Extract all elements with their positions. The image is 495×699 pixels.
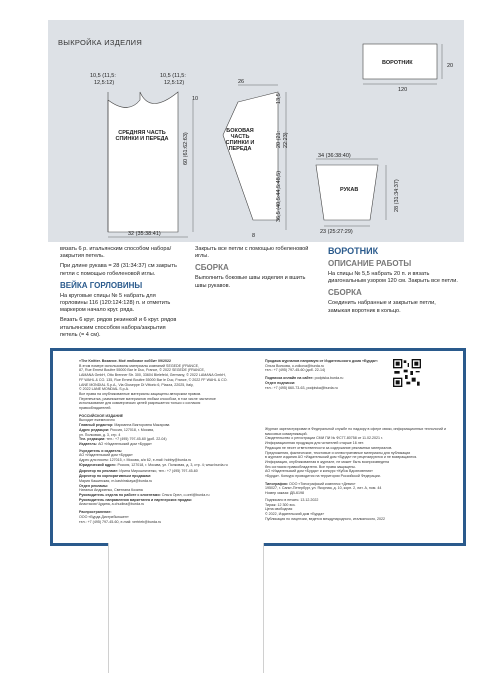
imprint-left-column xyxy=(79,359,249,524)
chief-label: Главный редактор: xyxy=(79,423,114,428)
imprint-intro-line: © 2022 LANE MONDIAL S.p.A. xyxy=(79,387,130,392)
imprint-intro-line: LANE MONDIAL S.p.A., Via Giuseppe Di Vittorio 6, Piazza, 22025, Italy, xyxy=(79,382,194,387)
side-h1-label: 13,5 xyxy=(276,93,282,104)
subscription-phone: тел.: +7 (495) 660-73-63, podpiska@burda.ru xyxy=(265,385,338,390)
imprint-period: Выходит ежемесячно xyxy=(79,418,115,423)
order-number: Номер заказа: ДВ-6198 xyxy=(265,491,304,496)
pr-label: Руководитель отдела по работе с клиентами: xyxy=(79,492,161,497)
phone-value: тел.: +7 (495) 797-45-60 (доб. 22-04) xyxy=(106,437,167,442)
col1-para-2: При длине рукава = 28 (31:34:37) см закрыть петли с помощью гобеленовой иглы. xyxy=(60,263,177,277)
col3-para-2: Соединить набранные и закрытые петли, замыкая воротник в кольцо. xyxy=(328,300,436,314)
imprint-intro-line: В этом номере использованы материалы компаний SEGEDE (FRANCE, xyxy=(79,363,200,368)
main-bottom-label: 32 (35:38:41) xyxy=(128,231,161,237)
reg-line: Предложения, фактические, текстовые и иллюстративные материалы для публикации xyxy=(265,450,411,455)
col3-heading-description: ОПИСАНИЕ РАБОТЫ xyxy=(328,259,412,268)
main-top-right-measure-2: 12,5:12) xyxy=(164,80,185,86)
sleeve-height-label: 28 (31:34:37) xyxy=(394,179,400,212)
subscription-dept: Отдел подписки: xyxy=(265,380,296,385)
address-value-2: ул. Полковая, д. 3, стр. 4 xyxy=(79,432,121,437)
sleeve-bottom-label: 23 (25:27:29) xyxy=(320,229,353,235)
distrib-value: ООО «Бурда Дистрибьюшен» xyxy=(79,514,129,519)
address-label: Адрес редакции: xyxy=(79,427,110,432)
collar-height-label: 20 xyxy=(447,63,454,69)
main-height-label: 60 (61:62:63) xyxy=(183,132,189,165)
reg-line: «Бурда». Конкурс проводится на территории Российской Федерации. xyxy=(265,474,381,479)
subscription-label: Подписка онлайн на сайте: xyxy=(265,376,314,381)
col1-para-4: Вязать 6 круг. рядов резинкой и 6 круг. рядов итальянским способом набора/закрытия петель (= 4 см). xyxy=(60,317,177,338)
imprint-intro-line: Все права на опубликованные материалы защищены авторским правом. xyxy=(79,391,202,396)
publisher-value: АО «Издательский дом «Бурда» xyxy=(98,441,152,446)
founder-label: Учредитель и издатель: xyxy=(79,448,123,453)
sales-label: Отдел рекламы: xyxy=(79,483,109,488)
main-top-right-measure: 10,5 (11,5: xyxy=(160,73,186,79)
reg-line: без согласия правообладателя. Все права защищены. xyxy=(265,464,356,469)
sales-phone: тел.: +7 (495) 797-45-60 (доб. 22-14) xyxy=(265,368,326,373)
side-piece-label: БОКОВАЯ ЧАСТЬ СПИНКИ И ПЕРЕДА xyxy=(225,128,255,152)
legal-label: Юридический адрес: xyxy=(79,462,117,467)
imprint-right-top xyxy=(265,359,385,390)
side-h2-label: 20 (21: xyxy=(276,130,282,148)
reg-line: АО «Издательский дом «Бурда» и конкурс «Кубок Вдохновения» xyxy=(265,469,374,474)
copyright-1: © 2022, Издательский дом «Бурда» xyxy=(265,511,325,516)
dir-adv-value: Ирина Мирошниченко, тел.: +7 (495) 797-45-60 xyxy=(119,469,198,474)
imprint-magazine-title: «The Knitter. Вязание. Моё любимое хобби» 09/2022 xyxy=(79,359,172,363)
collar-label: ВОРОТНИК xyxy=(382,60,413,66)
distrib-label: Распространение: xyxy=(79,510,112,515)
sales-heading: Продажа журналов напрямую от Издательского дома «Бурда»: xyxy=(265,359,379,363)
print-value: ООО «Типографский комплекс «Девиз» xyxy=(288,481,356,486)
imprint-intro-line: использование для коммерческих целей разрешается только с согласия xyxy=(79,401,201,406)
reg-line: Редакция не несет ответственности за содержание рекламных материалов. xyxy=(265,445,393,450)
reg-line: Журнал зарегистрирован в Федеральной службе по надзору в сфере связи, информационных технологий и массовых коммуникаций. xyxy=(265,427,446,436)
imprint-box xyxy=(50,348,466,546)
text-column-2 xyxy=(195,246,315,293)
signed-date: Подписано в печать: 13.12.2022 xyxy=(265,497,319,502)
mk-value: Анастасия Чудина, a.chudina@burda.ru xyxy=(79,502,145,507)
blank-area xyxy=(108,543,264,673)
col2-para-1: Закрыть все петли с помощью гобеленовой иглы. xyxy=(195,246,309,260)
main-body-piece xyxy=(108,92,178,232)
reg-line: Информационная продукция для читателей старше 16 лет. xyxy=(265,441,364,446)
qr-code-icon xyxy=(393,359,421,387)
chief-value: Марианна Викторовна Макарова xyxy=(114,423,170,428)
col2-para-2: Выполнить боковые швы изделия и вшить швы рукавов. xyxy=(195,275,306,289)
side-bottom-label: 8 xyxy=(252,233,256,239)
sleeve-top-label: 34 (36:38:40) xyxy=(318,153,351,159)
col2-heading: СБОРКА xyxy=(195,263,229,273)
reg-line: Свидетельство о регистрации СМИ ПИ № ФС77-80758 от 11.02.2021 г. xyxy=(265,436,383,441)
main-top-left-measure-2: 12,5:12) xyxy=(94,80,115,86)
text-column-3 xyxy=(328,246,458,318)
imprint-intro-line: правообладателей. xyxy=(79,406,112,411)
main-top-left-measure: 10,5 (11,5: xyxy=(90,73,116,79)
imprint-right-bottom xyxy=(265,427,455,521)
sales-value: Наталья Андриенко, Светлана Козина xyxy=(79,488,143,493)
pattern-title: ВЫКРОЙКА ИЗДЕЛИЯ xyxy=(58,38,143,47)
imprint-russian-edition: РОССИЙСКОЕ ИЗДАНИЕ xyxy=(79,413,124,418)
distrib-value-2: тел.: +7 (495) 797-45-60, e-mail: vertrieb@burda.ru xyxy=(79,519,162,524)
print-run: Тираж: 12 300 экз. xyxy=(265,502,296,507)
main-piece-label: СРЕДНЯЯ ЧАСТЬ СПИНКИ И ПЕРЕДА xyxy=(115,130,169,142)
text-column-1 xyxy=(60,246,180,342)
copyright-2: Публикация по лицензии, ведется международного, итальянского, 2022 xyxy=(265,516,385,521)
pr-value: Ольга Орел, o.orel@burda.ru xyxy=(161,492,210,497)
founder-address: Адрес для писем: 127015, г. Москва, а/я 62, e-mail: hobby@burda.ru xyxy=(79,458,192,463)
col1-para-1: вязать 6 р. итальянским способом набора/закрытия петель. xyxy=(60,246,172,260)
imprint-intro-line: Перепечатка, размножение материалов любым способом, в том числе частичное xyxy=(79,396,216,401)
founder-value: АО «Издательский дом «Бурда» xyxy=(79,453,133,458)
publisher-label: Издатель: xyxy=(79,441,98,446)
imprint-intro-line: FF WAHL & CO. 135, Rue Ernest Boultre 55000 Bar le Duc, France, © 2022 FF WAHL & CO. xyxy=(79,377,228,382)
side-piece xyxy=(223,92,278,220)
side-top-label: 26 xyxy=(238,79,245,85)
sales-contact: Ольга Волкова, o.volkova@burda.ru xyxy=(265,363,325,368)
price: Цена свободная xyxy=(265,507,293,512)
reg-line: в журнале издания АО «Издательский дом «Бурда» не рецензируются и не возвращаются. xyxy=(265,455,418,460)
reg-line: Информация, опубликованная в журнале, не может быть воспроизведена xyxy=(265,459,389,464)
mk-label: Руководитель направления маркетинга и партнерских продаж: xyxy=(79,497,193,502)
subscription-link[interactable]: podpiska.burda.ru xyxy=(314,376,344,381)
collar-width-label: 120 xyxy=(398,87,408,93)
imprint-intro-line: 87, Rue Ernest Boultre 55000 Bar le Duc, France, © 2022 SEGEDE (FRANCE, xyxy=(79,368,205,373)
imprint-intro-line: LAMANA GmbH, Otto Brenner Str. 300, 33604 Bielefeld, Germany, © 2022 LAMANA GmbH, xyxy=(79,373,226,378)
col1-para-3: На круговые спицы № 5 набрать для горловины 116 (120:124:128) п. и отметить маркером начало круг. ряда. xyxy=(60,292,171,314)
sleeve-label: РУКАВ xyxy=(340,187,359,193)
col3-heading-collar: ВОРОТНИК xyxy=(328,246,379,256)
phone-label: Тел. редакции: xyxy=(79,437,106,442)
main-neck-depth: 10 xyxy=(192,96,199,102)
side-h3-label: 36,5 (40,5:44,5:48,5) xyxy=(276,170,282,222)
col3-heading-assembly: СБОРКА xyxy=(328,288,362,298)
col1-heading: ВЕЙКА ГОРЛОВИНЫ xyxy=(60,280,143,290)
dir-corp-value: Мария Кашинская, m.kashinskaya@burda.ru xyxy=(79,478,153,483)
dir-corp-label: Директор по корпоративным продажам: xyxy=(79,474,152,479)
side-h2b-label: 22:23) xyxy=(283,132,289,148)
print-label: Типография: xyxy=(265,481,288,486)
col3-para-1: На спицы № 5,5 набрать 20 п. и вязать диагональным узором 120 см. Закрыть все петли. xyxy=(328,271,458,285)
address-value: Россия, 127018, г. Москва, xyxy=(110,427,155,432)
legal-value: Россия, 127018, г. Москва, ул. Полковая, д. 3, стр. 4; www.burda.ru xyxy=(117,462,228,467)
dir-adv-label: Директор по рекламе: xyxy=(79,469,119,474)
print-address: 195027, г. Санкт-Петербург, ул. Якорная, д. 10, корп. 2, лит. А, пом. 44 xyxy=(265,486,382,491)
